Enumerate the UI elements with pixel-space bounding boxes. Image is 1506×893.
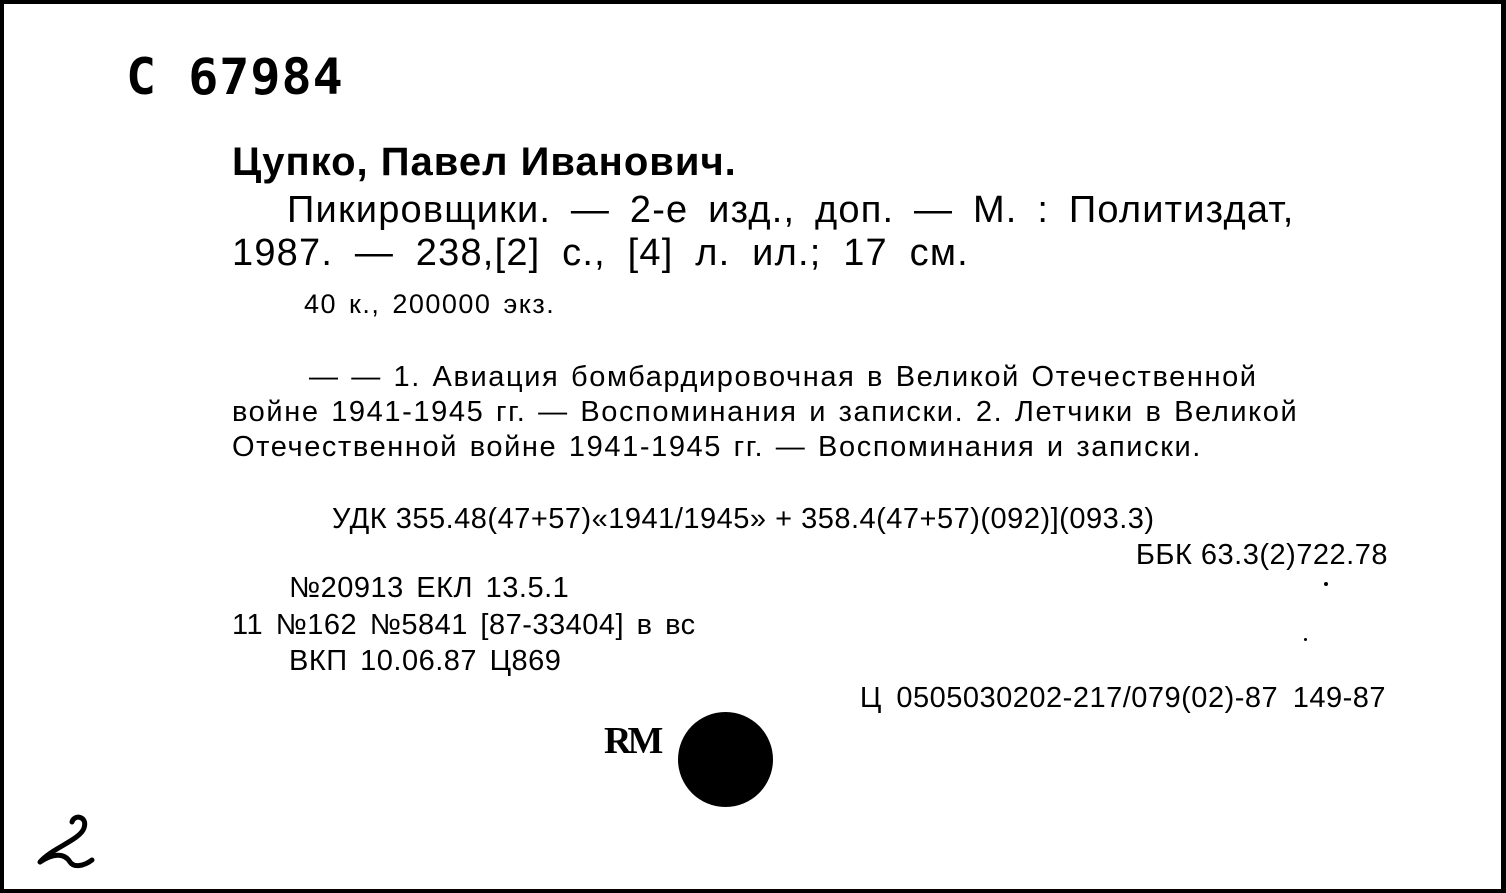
subjects-line-1: — — 1. Авиация бомбардировочная в Великой Отечественной: [309, 361, 1258, 393]
misc-line-3: ВКП 10.06.87 Ц869: [289, 645, 562, 677]
bbk-classification: ББК 63.3(2)722.78: [1135, 539, 1388, 571]
description-line-1: Пикировщики. — 2-е изд., доп. — М. : Политиздат,: [287, 189, 1295, 231]
subjects-line-3: Отечественной войне 1941-1945 гг. — Воспоминания и записки.: [232, 431, 1202, 463]
black-dot-mark: [678, 712, 773, 807]
call-number: С 67984: [126, 48, 344, 106]
subjects-line-2: войне 1941-1945 гг. — Воспоминания и записки. 2. Летчики в Великой: [232, 396, 1299, 428]
author-heading: Цупко, Павел Иванович.: [232, 140, 737, 184]
description-line-2: 1987. — 238,[2] с., [4] л. ил.; 17 см.: [232, 232, 969, 274]
publisher-code: Ц 0505030202-217/079(02)-87 149-87: [859, 682, 1386, 714]
rm-stamp-mark: RM: [604, 720, 660, 762]
price-line: 40 к., 200000 экз.: [304, 289, 556, 319]
ink-speck: [1304, 638, 1307, 641]
udk-classification: УДК 355.48(47+57)«1941/1945» + 358.4(47+57)(092)](093.3): [332, 503, 1155, 535]
ink-speck: [1324, 582, 1328, 586]
misc-line-1: №20913 ЕКЛ 13.5.1: [289, 572, 570, 604]
misc-line-2: 11 №162 №5841 [87-33404] в вс: [232, 609, 696, 641]
handwritten-2-mark: [32, 812, 102, 872]
